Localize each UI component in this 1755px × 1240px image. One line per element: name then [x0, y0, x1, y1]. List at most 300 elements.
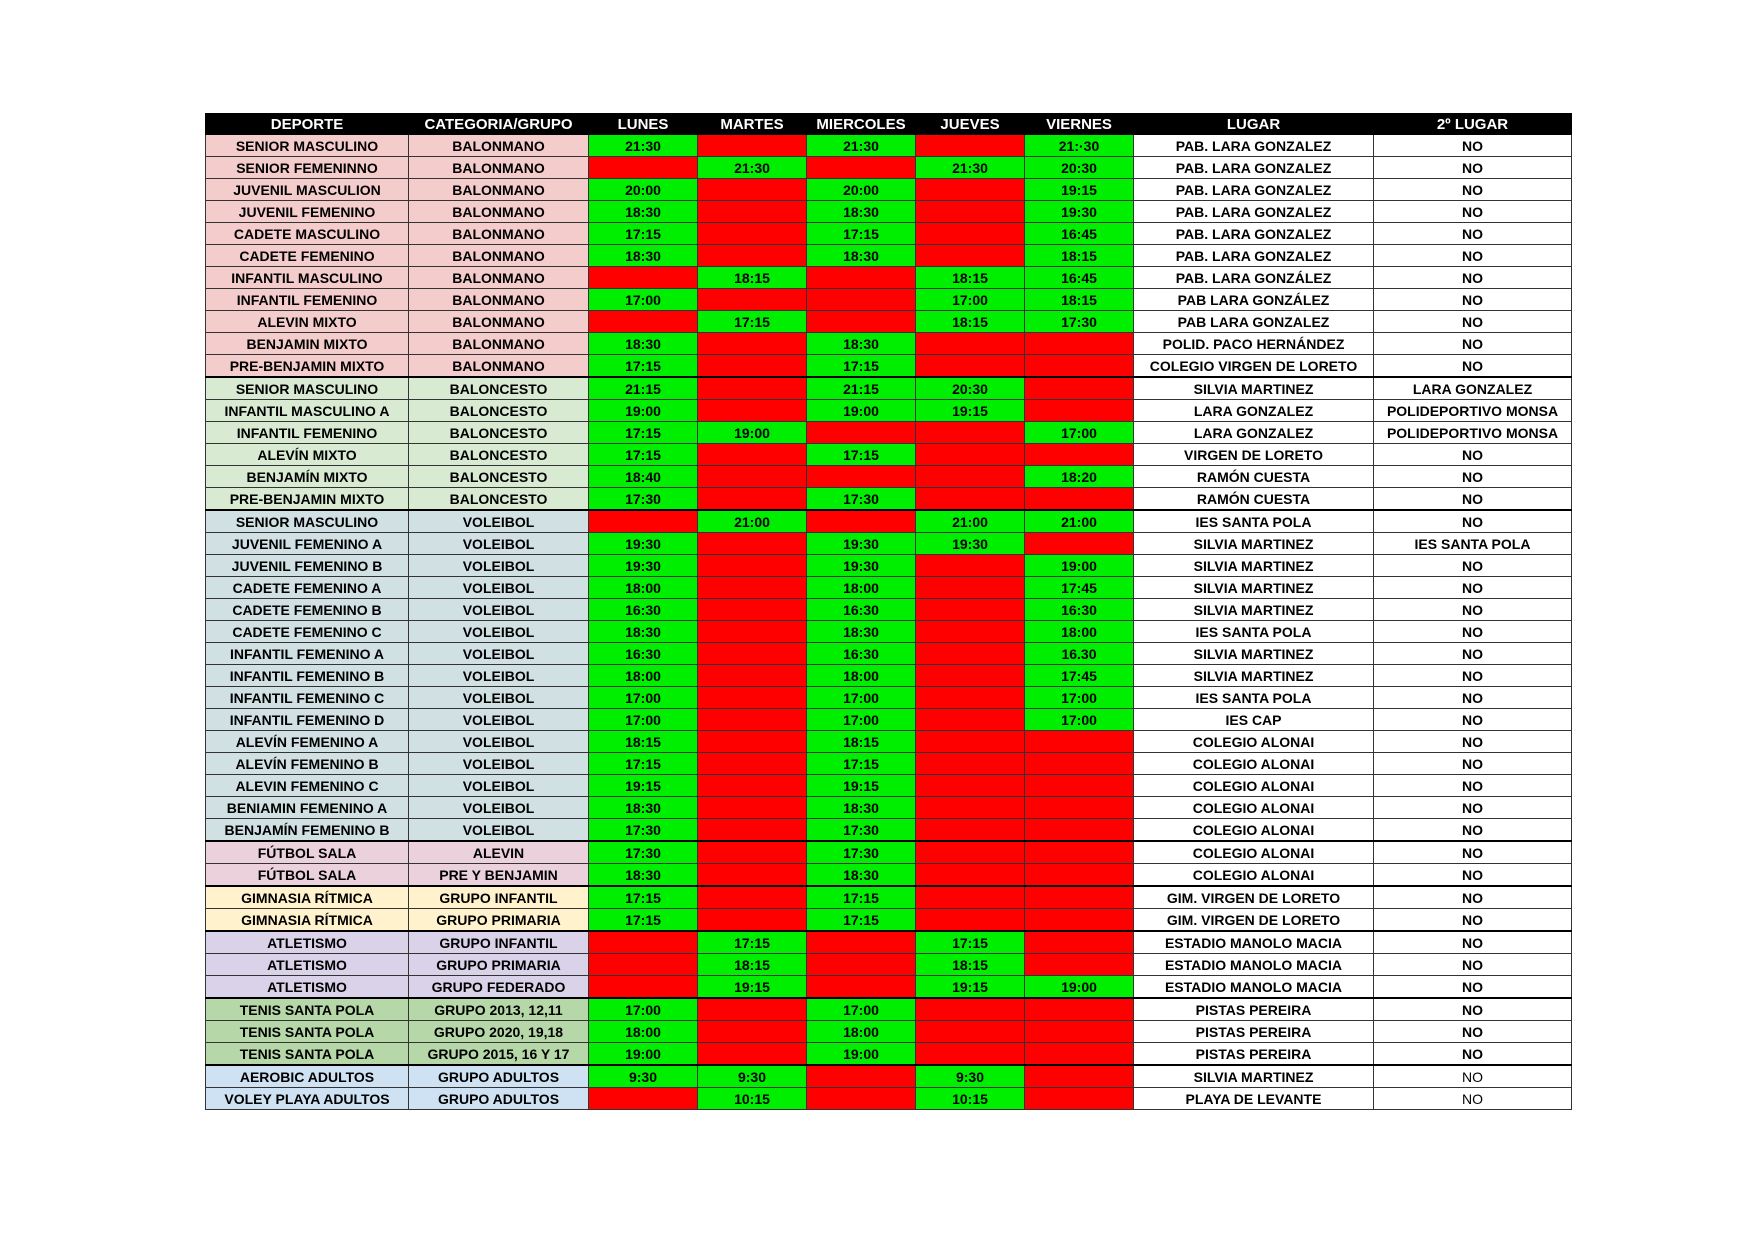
viernes-cell: 21:·30 — [1025, 135, 1134, 157]
martes-cell — [698, 819, 807, 842]
martes-cell: 9:30 — [698, 1065, 807, 1088]
categoria-cell: VOLEIBOL — [409, 599, 589, 621]
table-row — [206, 555, 1572, 577]
miercoles-cell: 16:30 — [807, 599, 916, 621]
miercoles-cell: 18:15 — [807, 731, 916, 753]
lunes-cell: 18:15 — [589, 731, 698, 753]
viernes-cell — [1025, 533, 1134, 555]
deporte-cell: SENIOR MASCULINO — [206, 377, 409, 400]
martes-cell — [698, 665, 807, 687]
miercoles-cell: 16:30 — [807, 643, 916, 665]
segundo-lugar-cell: NO — [1374, 223, 1572, 245]
jueves-cell: 10:15 — [916, 1088, 1025, 1110]
viernes-cell — [1025, 731, 1134, 753]
lunes-cell: 18:00 — [589, 1021, 698, 1043]
lunes-cell: 18:00 — [589, 577, 698, 599]
table-row — [206, 1088, 1572, 1110]
miercoles-cell — [807, 1088, 916, 1110]
viernes-cell — [1025, 355, 1134, 378]
deporte-cell: AEROBIC ADULTOS — [206, 1065, 409, 1088]
segundo-lugar-cell: NO — [1374, 599, 1572, 621]
segundo-lugar-cell: NO — [1374, 577, 1572, 599]
lugar-cell: ESTADIO MANOLO MACIA — [1134, 954, 1374, 976]
lugar-cell: COLEGIO ALONAI — [1134, 753, 1374, 775]
segundo-lugar-cell: NO — [1374, 886, 1572, 909]
lunes-cell: 17:15 — [589, 753, 698, 775]
categoria-cell: VOLEIBOL — [409, 665, 589, 687]
header-categoria: CATEGORIA/GRUPO — [409, 114, 589, 135]
table-row — [206, 488, 1572, 511]
miercoles-cell — [807, 466, 916, 488]
lugar-cell: COLEGIO ALONAI — [1134, 841, 1374, 864]
categoria-cell: BALONCESTO — [409, 488, 589, 511]
miercoles-cell: 18:30 — [807, 797, 916, 819]
martes-cell — [698, 444, 807, 466]
lunes-cell: 18:30 — [589, 864, 698, 887]
martes-cell — [698, 599, 807, 621]
viernes-cell — [1025, 841, 1134, 864]
jueves-cell: 17:15 — [916, 931, 1025, 954]
martes-cell — [698, 1021, 807, 1043]
lunes-cell — [589, 510, 698, 533]
martes-cell — [698, 709, 807, 731]
lugar-cell: PAB. LARA GONZALEZ — [1134, 245, 1374, 267]
lunes-cell: 17:15 — [589, 223, 698, 245]
header-segundo-lugar: 2º LUGAR — [1374, 114, 1572, 135]
martes-cell — [698, 333, 807, 355]
categoria-cell: BALONMANO — [409, 135, 589, 157]
segundo-lugar-cell: NO — [1374, 976, 1572, 999]
categoria-cell: BALONMANO — [409, 223, 589, 245]
table-row — [206, 333, 1572, 355]
jueves-cell — [916, 245, 1025, 267]
jueves-cell: 19:30 — [916, 533, 1025, 555]
jueves-cell — [916, 621, 1025, 643]
deporte-cell: JUVENIL MASCULION — [206, 179, 409, 201]
segundo-lugar-cell: POLIDEPORTIVO MONSA — [1374, 400, 1572, 422]
viernes-cell: 16:45 — [1025, 267, 1134, 289]
table-row — [206, 797, 1572, 819]
table-row — [206, 841, 1572, 864]
table-row — [206, 909, 1572, 932]
miercoles-cell: 18:30 — [807, 621, 916, 643]
segundo-lugar-cell: IES SANTA POLA — [1374, 533, 1572, 555]
lugar-cell: COLEGIO ALONAI — [1134, 797, 1374, 819]
lunes-cell: 18:30 — [589, 797, 698, 819]
segundo-lugar-cell: NO — [1374, 488, 1572, 511]
lunes-cell: 17:30 — [589, 841, 698, 864]
deporte-cell: ALEVIN MIXTO — [206, 311, 409, 333]
categoria-cell: GRUPO 2015, 16 Y 17 — [409, 1043, 589, 1066]
header-lugar: LUGAR — [1134, 114, 1374, 135]
jueves-cell — [916, 643, 1025, 665]
lugar-cell: ESTADIO MANOLO MACIA — [1134, 976, 1374, 999]
table-row — [206, 998, 1572, 1021]
deporte-cell: GIMNASIA RÍTMICA — [206, 886, 409, 909]
lugar-cell: SILVIA MARTINEZ — [1134, 665, 1374, 687]
deporte-cell: TENIS SANTA POLA — [206, 1021, 409, 1043]
jueves-cell — [916, 555, 1025, 577]
lugar-cell: PAB. LARA GONZALEZ — [1134, 157, 1374, 179]
viernes-cell: 19:00 — [1025, 976, 1134, 999]
miercoles-cell — [807, 422, 916, 444]
lunes-cell: 19:00 — [589, 1043, 698, 1066]
deporte-cell: CADETE FEMENINO B — [206, 599, 409, 621]
miercoles-cell: 18:00 — [807, 1021, 916, 1043]
miercoles-cell: 17:15 — [807, 355, 916, 378]
lunes-cell: 18:00 — [589, 665, 698, 687]
miercoles-cell: 19:00 — [807, 400, 916, 422]
categoria-cell: VOLEIBOL — [409, 797, 589, 819]
segundo-lugar-cell: NO — [1374, 1088, 1572, 1110]
table-row — [206, 731, 1572, 753]
lugar-cell: COLEGIO ALONAI — [1134, 731, 1374, 753]
deporte-cell: INFANTIL MASCULINO A — [206, 400, 409, 422]
martes-cell — [698, 775, 807, 797]
deporte-cell: ATLETISMO — [206, 931, 409, 954]
categoria-cell: GRUPO ADULTOS — [409, 1088, 589, 1110]
martes-cell: 18:15 — [698, 954, 807, 976]
jueves-cell — [916, 466, 1025, 488]
segundo-lugar-cell: NO — [1374, 1021, 1572, 1043]
header-miercoles: MIERCOLES — [807, 114, 916, 135]
miercoles-cell: 17:15 — [807, 753, 916, 775]
miercoles-cell — [807, 954, 916, 976]
deporte-cell: FÚTBOL SALA — [206, 841, 409, 864]
categoria-cell: PRE Y BENJAMIN — [409, 864, 589, 887]
deporte-cell: PRE-BENJAMIN MIXTO — [206, 355, 409, 378]
lunes-cell: 17:00 — [589, 687, 698, 709]
jueves-cell — [916, 665, 1025, 687]
miercoles-cell: 19:30 — [807, 533, 916, 555]
miercoles-cell: 17:00 — [807, 998, 916, 1021]
lunes-cell — [589, 311, 698, 333]
jueves-cell — [916, 333, 1025, 355]
deporte-cell: BENJAMÍN MIXTO — [206, 466, 409, 488]
viernes-cell: 19:15 — [1025, 179, 1134, 201]
segundo-lugar-cell: NO — [1374, 621, 1572, 643]
lugar-cell: IES SANTA POLA — [1134, 510, 1374, 533]
categoria-cell: VOLEIBOL — [409, 621, 589, 643]
viernes-cell — [1025, 931, 1134, 954]
viernes-cell: 17:30 — [1025, 311, 1134, 333]
miercoles-cell: 17:15 — [807, 444, 916, 466]
deporte-cell: BENJAMIN MIXTO — [206, 333, 409, 355]
martes-cell — [698, 466, 807, 488]
table-row — [206, 665, 1572, 687]
segundo-lugar-cell: POLIDEPORTIVO MONSA — [1374, 422, 1572, 444]
deporte-cell: SENIOR MASCULINO — [206, 135, 409, 157]
lugar-cell: GIM. VIRGEN DE LORETO — [1134, 909, 1374, 932]
deporte-cell: JUVENIL FEMENINO B — [206, 555, 409, 577]
deporte-cell: SENIOR MASCULINO — [206, 510, 409, 533]
segundo-lugar-cell: NO — [1374, 245, 1572, 267]
deporte-cell: SENIOR FEMENINNO — [206, 157, 409, 179]
lugar-cell: VIRGEN DE LORETO — [1134, 444, 1374, 466]
segundo-lugar-cell: NO — [1374, 954, 1572, 976]
jueves-cell: 18:15 — [916, 954, 1025, 976]
categoria-cell: ALEVIN — [409, 841, 589, 864]
martes-cell — [698, 909, 807, 932]
lugar-cell: SILVIA MARTINEZ — [1134, 533, 1374, 555]
table-row — [206, 599, 1572, 621]
deporte-cell: ALEVÍN FEMENINO A — [206, 731, 409, 753]
jueves-cell — [916, 599, 1025, 621]
segundo-lugar-cell: NO — [1374, 1043, 1572, 1066]
lunes-cell: 17:30 — [589, 819, 698, 842]
deporte-cell: CADETE FEMENINO C — [206, 621, 409, 643]
jueves-cell — [916, 179, 1025, 201]
jueves-cell — [916, 819, 1025, 842]
categoria-cell: BALONMANO — [409, 157, 589, 179]
categoria-cell: BALONMANO — [409, 245, 589, 267]
deporte-cell: BENJAMÍN FEMENINO B — [206, 819, 409, 842]
segundo-lugar-cell: NO — [1374, 665, 1572, 687]
lunes-cell: 18:30 — [589, 201, 698, 223]
categoria-cell: BALONMANO — [409, 267, 589, 289]
lunes-cell: 18:30 — [589, 245, 698, 267]
categoria-cell: VOLEIBOL — [409, 775, 589, 797]
categoria-cell: VOLEIBOL — [409, 533, 589, 555]
categoria-cell: GRUPO INFANTIL — [409, 931, 589, 954]
viernes-cell: 17:45 — [1025, 665, 1134, 687]
lunes-cell: 17:00 — [589, 289, 698, 311]
jueves-cell — [916, 577, 1025, 599]
lunes-cell — [589, 976, 698, 999]
lugar-cell: PAB. LARA GONZALEZ — [1134, 223, 1374, 245]
lugar-cell: PISTAS PEREIRA — [1134, 1021, 1374, 1043]
viernes-cell: 17:45 — [1025, 577, 1134, 599]
deporte-cell: GIMNASIA RÍTMICA — [206, 909, 409, 932]
miercoles-cell: 17:30 — [807, 488, 916, 511]
viernes-cell: 18:20 — [1025, 466, 1134, 488]
viernes-cell — [1025, 819, 1134, 842]
miercoles-cell: 17:30 — [807, 841, 916, 864]
categoria-cell: BALONCESTO — [409, 444, 589, 466]
deporte-cell: ATLETISMO — [206, 976, 409, 999]
segundo-lugar-cell: NO — [1374, 797, 1572, 819]
lunes-cell — [589, 1088, 698, 1110]
martes-cell — [698, 998, 807, 1021]
viernes-cell — [1025, 1088, 1134, 1110]
viernes-cell: 16.30 — [1025, 643, 1134, 665]
miercoles-cell: 17:00 — [807, 709, 916, 731]
deporte-cell: ALEVIN FEMENINO C — [206, 775, 409, 797]
miercoles-cell: 18:30 — [807, 201, 916, 223]
viernes-cell: 17:00 — [1025, 687, 1134, 709]
martes-cell — [698, 223, 807, 245]
viernes-cell — [1025, 333, 1134, 355]
deporte-cell: FÚTBOL SALA — [206, 864, 409, 887]
lugar-cell: SILVIA MARTINEZ — [1134, 577, 1374, 599]
categoria-cell: VOLEIBOL — [409, 731, 589, 753]
categoria-cell: BALONMANO — [409, 333, 589, 355]
martes-cell: 21:30 — [698, 157, 807, 179]
lunes-cell: 17:15 — [589, 909, 698, 932]
table-row — [206, 201, 1572, 223]
miercoles-cell: 17:15 — [807, 886, 916, 909]
lunes-cell: 18:30 — [589, 621, 698, 643]
jueves-cell — [916, 753, 1025, 775]
deporte-cell: INFANTIL MASCULINO — [206, 267, 409, 289]
segundo-lugar-cell: NO — [1374, 643, 1572, 665]
jueves-cell — [916, 488, 1025, 511]
miercoles-cell: 17:00 — [807, 687, 916, 709]
table-row — [206, 267, 1572, 289]
deporte-cell: INFANTIL FEMENINO — [206, 289, 409, 311]
table-row — [206, 954, 1572, 976]
segundo-lugar-cell: NO — [1374, 135, 1572, 157]
categoria-cell: BALONMANO — [409, 355, 589, 378]
viernes-cell — [1025, 753, 1134, 775]
viernes-cell: 16:30 — [1025, 599, 1134, 621]
categoria-cell: BALONMANO — [409, 311, 589, 333]
martes-cell — [698, 245, 807, 267]
segundo-lugar-cell: NO — [1374, 864, 1572, 887]
jueves-cell — [916, 444, 1025, 466]
segundo-lugar-cell: NO — [1374, 841, 1572, 864]
viernes-cell: 17:00 — [1025, 709, 1134, 731]
lunes-cell: 20:00 — [589, 179, 698, 201]
segundo-lugar-cell: NO — [1374, 355, 1572, 378]
viernes-cell — [1025, 864, 1134, 887]
categoria-cell: GRUPO 2013, 12,11 — [409, 998, 589, 1021]
martes-cell — [698, 886, 807, 909]
jueves-cell — [916, 864, 1025, 887]
table-row — [206, 643, 1572, 665]
categoria-cell: BALONMANO — [409, 289, 589, 311]
miercoles-cell — [807, 311, 916, 333]
martes-cell: 21:00 — [698, 510, 807, 533]
segundo-lugar-cell: NO — [1374, 466, 1572, 488]
deporte-cell: INFANTIL FEMENINO A — [206, 643, 409, 665]
lugar-cell: SILVIA MARTINEZ — [1134, 643, 1374, 665]
lunes-cell — [589, 931, 698, 954]
categoria-cell: GRUPO 2020, 19,18 — [409, 1021, 589, 1043]
schedule-table — [205, 113, 1572, 1110]
table-row — [206, 245, 1572, 267]
miercoles-cell — [807, 931, 916, 954]
lugar-cell: PAB. LARA GONZÁLEZ — [1134, 267, 1374, 289]
lunes-cell — [589, 267, 698, 289]
martes-cell — [698, 289, 807, 311]
categoria-cell: BALONCESTO — [409, 466, 589, 488]
jueves-cell — [916, 135, 1025, 157]
viernes-cell — [1025, 1021, 1134, 1043]
jueves-cell — [916, 709, 1025, 731]
lunes-cell: 17:00 — [589, 709, 698, 731]
martes-cell — [698, 377, 807, 400]
table-row — [206, 976, 1572, 999]
miercoles-cell: 20:00 — [807, 179, 916, 201]
table-row — [206, 1065, 1572, 1088]
deporte-cell: ALEVÍN MIXTO — [206, 444, 409, 466]
categoria-cell: GRUPO ADULTOS — [409, 1065, 589, 1088]
viernes-cell — [1025, 444, 1134, 466]
table-row — [206, 753, 1572, 775]
jueves-cell — [916, 355, 1025, 378]
lugar-cell: PLAYA DE LEVANTE — [1134, 1088, 1374, 1110]
table-row — [206, 1043, 1572, 1066]
table-row — [206, 289, 1572, 311]
table-row — [206, 510, 1572, 533]
jueves-cell — [916, 775, 1025, 797]
lunes-cell: 16:30 — [589, 599, 698, 621]
lunes-cell: 18:40 — [589, 466, 698, 488]
table-row — [206, 311, 1572, 333]
jueves-cell: 19:15 — [916, 976, 1025, 999]
miercoles-cell: 17:15 — [807, 223, 916, 245]
categoria-cell: BALONCESTO — [409, 422, 589, 444]
table-row — [206, 1021, 1572, 1043]
miercoles-cell: 19:30 — [807, 555, 916, 577]
martes-cell — [698, 797, 807, 819]
table-row — [206, 775, 1572, 797]
lugar-cell: IES CAP — [1134, 709, 1374, 731]
martes-cell — [698, 731, 807, 753]
jueves-cell — [916, 223, 1025, 245]
viernes-cell — [1025, 886, 1134, 909]
categoria-cell: VOLEIBOL — [409, 577, 589, 599]
segundo-lugar-cell: LARA GONZALEZ — [1374, 377, 1572, 400]
martes-cell — [698, 533, 807, 555]
categoria-cell: VOLEIBOL — [409, 687, 589, 709]
segundo-lugar-cell: NO — [1374, 819, 1572, 842]
header-jueves: JUEVES — [916, 114, 1025, 135]
lunes-cell: 17:15 — [589, 886, 698, 909]
miercoles-cell: 17:15 — [807, 909, 916, 932]
miercoles-cell: 18:00 — [807, 577, 916, 599]
viernes-cell: 17:00 — [1025, 422, 1134, 444]
jueves-cell: 21:30 — [916, 157, 1025, 179]
viernes-cell: 18:15 — [1025, 245, 1134, 267]
viernes-cell: 19:30 — [1025, 201, 1134, 223]
segundo-lugar-cell: NO — [1374, 157, 1572, 179]
lunes-cell: 21:15 — [589, 377, 698, 400]
martes-cell — [698, 864, 807, 887]
deporte-cell: CADETE FEMENINO A — [206, 577, 409, 599]
martes-cell: 18:15 — [698, 267, 807, 289]
martes-cell — [698, 179, 807, 201]
segundo-lugar-cell: NO — [1374, 931, 1572, 954]
lunes-cell: 19:30 — [589, 555, 698, 577]
viernes-cell: 18:00 — [1025, 621, 1134, 643]
martes-cell — [698, 555, 807, 577]
jueves-cell — [916, 841, 1025, 864]
segundo-lugar-cell: NO — [1374, 753, 1572, 775]
miercoles-cell: 18:30 — [807, 245, 916, 267]
deporte-cell: BENIAMIN FEMENINO A — [206, 797, 409, 819]
viernes-cell — [1025, 488, 1134, 511]
table-row — [206, 135, 1572, 157]
jueves-cell — [916, 797, 1025, 819]
miercoles-cell: 19:00 — [807, 1043, 916, 1066]
jueves-cell: 9:30 — [916, 1065, 1025, 1088]
viernes-cell — [1025, 377, 1134, 400]
lugar-cell: GIM. VIRGEN DE LORETO — [1134, 886, 1374, 909]
miercoles-cell: 21:30 — [807, 135, 916, 157]
lugar-cell: PAB. LARA GONZALEZ — [1134, 179, 1374, 201]
martes-cell — [698, 400, 807, 422]
martes-cell — [698, 1043, 807, 1066]
miercoles-cell — [807, 267, 916, 289]
deporte-cell: INFANTIL FEMENINO D — [206, 709, 409, 731]
lugar-cell: PAB. LARA GONZALEZ — [1134, 135, 1374, 157]
lugar-cell: ESTADIO MANOLO MACIA — [1134, 931, 1374, 954]
jueves-cell — [916, 909, 1025, 932]
miercoles-cell — [807, 157, 916, 179]
lugar-cell: COLEGIO ALONAI — [1134, 775, 1374, 797]
